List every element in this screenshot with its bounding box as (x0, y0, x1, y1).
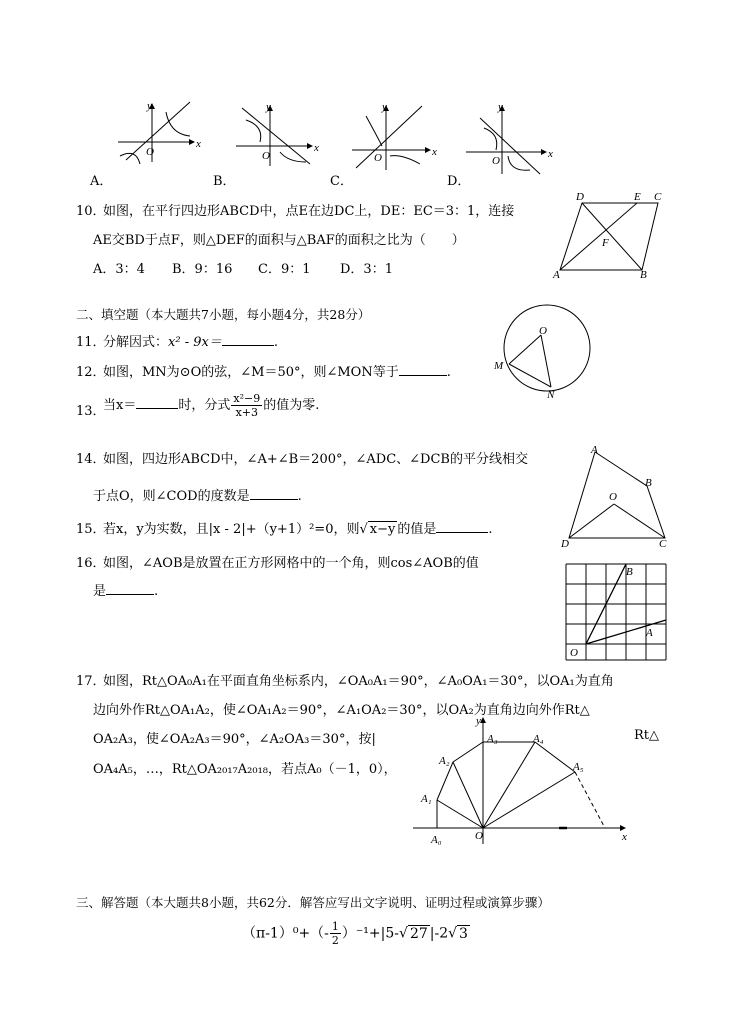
q16-line2: 是 . (93, 584, 159, 599)
svg-text:A: A (591, 444, 598, 456)
q12-answer-blank[interactable] (399, 363, 447, 376)
svg-text:M: M (494, 360, 504, 372)
q13-number: 13． (76, 404, 106, 419)
q16-figure (562, 560, 670, 664)
q16-line1: 如图，∠AOB是放置在正方形网格中的一个角，则cos∠AOB的值 (103, 556, 479, 571)
svg-text:D: D (561, 538, 569, 550)
q12-text: 如图，MN为⊙O的弦，∠M＝50°，则∠MON等于 . (103, 365, 451, 380)
section3-title: 三、解答题（本大题共8小题，共62分．解答应写出文字说明、证明过程或演算步骤） (76, 895, 550, 910)
svg-text:A₂: A₂ (439, 755, 450, 767)
q10-option-b[interactable]: B．9：16 (172, 262, 233, 277)
svg-text:A: A (646, 627, 653, 639)
q15-text: 若x，y为实数，且|x - 2|+（y+1）²=0，则√ x−y 的值是 . (103, 522, 493, 537)
svg-text:A₀: A₀ (431, 834, 442, 846)
expr-sqrt-3: 3 (459, 925, 468, 942)
q10-option-c[interactable]: C．9：1 (258, 262, 311, 277)
q17-line3-left: OA₂A₃，使∠OA₂A₃＝90°，∠A₂OA₃＝30°，按| (93, 732, 376, 747)
q14-line1: 如图，四边形ABCD中，∠A+∠B＝200°，∠ADC、∠DCB的平分线相交 (103, 452, 528, 467)
q11-expr: x² - 9x＝ (168, 335, 222, 350)
svg-text:A₁: A₁ (421, 793, 432, 805)
svg-text:x: x (314, 142, 319, 154)
q9-option-d[interactable]: D． (447, 174, 471, 189)
q17-line1: 如图，Rt△OA₀A₁在平面直角坐标系内，∠OA₀A₁＝90°，∠A₀OA₁＝30°，以OA₁为直角 (103, 674, 614, 689)
section3-expression: （π-1）⁰+（- $\frac{1}{2}$ ）⁻¹+|5-√ 27 |-2√ 3 (242, 920, 468, 947)
svg-text:C: C (659, 538, 667, 550)
svg-text:y: y (147, 100, 152, 112)
q13-text: 当x＝ 时，分式 $\frac{\text{x²−9}}{x+3}$ 的值为零. (103, 392, 320, 419)
svg-text:A: A (553, 269, 560, 280)
svg-text:F: F (602, 237, 609, 249)
svg-text:x: x (622, 831, 627, 843)
q16-number: 16． (76, 556, 106, 571)
svg-text:x: x (548, 148, 553, 160)
q17-line2: 边向外作Rt△OA₁A₂，使∠OA₁A₂＝90°，∠A₁OA₂＝30°，以OA₂为直角边向外作Rt△ (93, 703, 590, 718)
q14-number: 14． (76, 452, 106, 467)
svg-text:O: O (475, 830, 483, 842)
q9-graphs (90, 98, 560, 190)
svg-text:C: C (654, 191, 662, 203)
svg-text:O: O (492, 155, 500, 167)
q13-answer-blank[interactable] (136, 396, 178, 409)
svg-text:A₃: A₃ (487, 733, 498, 745)
q17-number: 17． (76, 674, 106, 689)
q17-line4: OA₄A₅，…，Rt△OA₂₀₁₇A₂₀₁₈，若点A₀（－1，0）， (93, 762, 397, 777)
q14-line2: 于点O，则∠COD的度数是 . (93, 489, 302, 504)
q9-graph-c (352, 101, 437, 170)
svg-text:O: O (570, 647, 578, 659)
svg-text:x: x (432, 146, 437, 158)
svg-text:x: x (196, 138, 201, 150)
q14-answer-blank[interactable] (250, 487, 298, 500)
q12-number: 12． (76, 365, 106, 380)
q9-option-b[interactable]: B． (213, 174, 236, 189)
q17-figure (405, 712, 637, 850)
svg-text:E: E (634, 191, 641, 203)
q13-fraction: $\frac{\text{x²−9}}{x+3}$ (233, 392, 261, 419)
q9-graph-d (466, 101, 553, 174)
q9-graph-a (118, 100, 201, 164)
svg-text:B: B (645, 477, 652, 489)
q10-line1: 如图，在平行四边形ABCD中，点E在边DC上，DE：EC＝3：1，连接 (103, 204, 515, 219)
q9-graph-b (236, 101, 319, 166)
svg-text:O: O (374, 152, 382, 164)
q17-line3-right: Rt△ (634, 728, 660, 743)
svg-text:A₄: A₄ (533, 733, 544, 745)
svg-text:y: y (266, 101, 271, 113)
q10-option-d[interactable]: D．3：1 (340, 262, 393, 277)
expr-fraction: $\frac{1}{2}$ (331, 920, 339, 947)
q9-option-a[interactable]: A． (90, 174, 113, 189)
q15-number: 15． (76, 522, 106, 537)
q15-answer-blank[interactable] (436, 520, 488, 533)
svg-text:A₅: A₅ (573, 761, 584, 773)
q11-number: 11． (76, 335, 106, 350)
q15-sqrt: x−y (369, 522, 396, 537)
svg-text:O: O (609, 491, 617, 503)
q12-figure (490, 298, 600, 402)
svg-text:y: y (382, 101, 387, 113)
expr-sqrt-27: 27 (409, 925, 428, 942)
svg-text:N: N (547, 389, 555, 401)
q14-figure (555, 440, 675, 550)
q11-answer-blank[interactable] (222, 333, 274, 346)
q10-line2: AE交BD于点F，则△DEF的面积与△BAF的面积之比为（ ） (93, 233, 465, 248)
svg-text:y: y (476, 715, 481, 727)
q9-option-c[interactable]: C． (330, 174, 353, 189)
q10-number: 10． (76, 204, 106, 219)
svg-text:y: y (498, 101, 503, 113)
svg-text:B: B (626, 566, 633, 578)
q11-text: 分解因式：x² - 9x＝ . (103, 335, 278, 350)
svg-text:D: D (576, 191, 584, 203)
q10-option-a[interactable]: A．3：4 (93, 262, 145, 277)
svg-text:O: O (262, 150, 270, 162)
svg-text:B: B (640, 269, 647, 280)
svg-text:O: O (539, 325, 547, 337)
q10-figure (550, 190, 670, 280)
q16-answer-blank[interactable] (106, 582, 154, 595)
section2-title: 二、填空题（本大题共7小题，每小题4分，共28分） (76, 307, 371, 322)
graph-a-origin: O (146, 146, 154, 158)
